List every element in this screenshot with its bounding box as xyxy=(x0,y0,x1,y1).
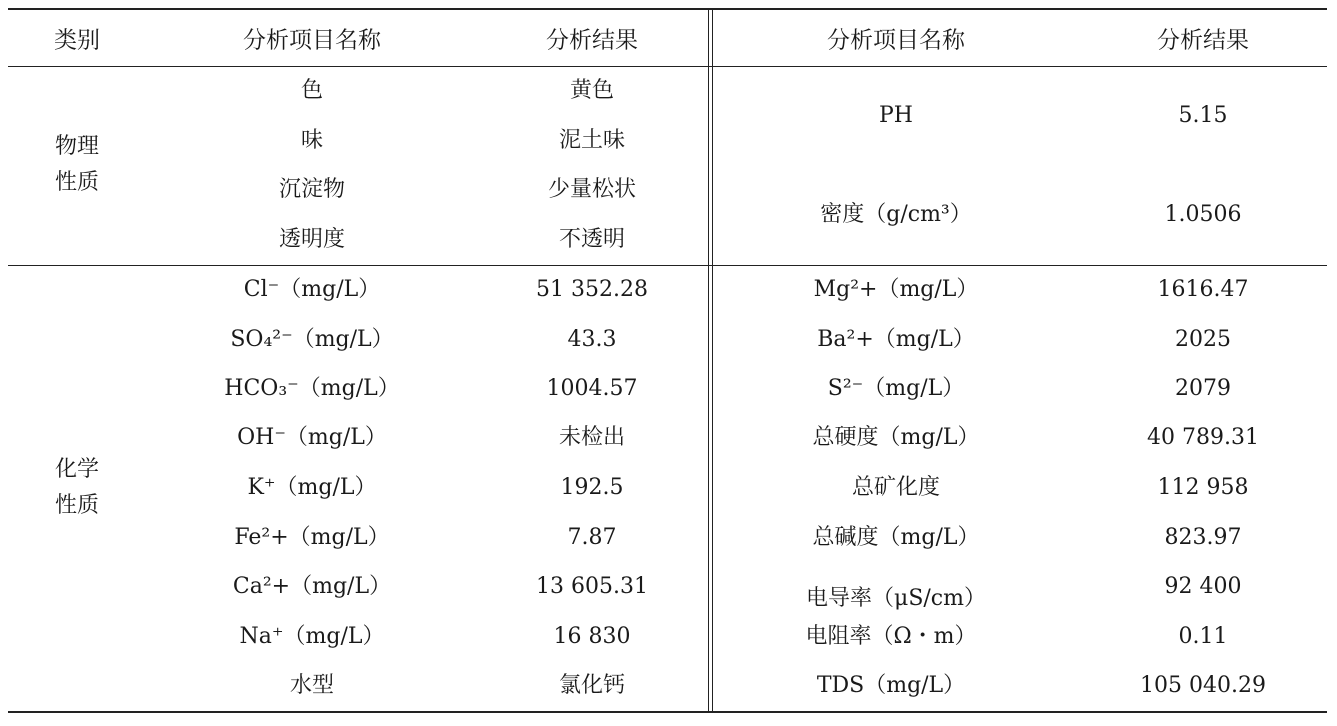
physical-item-name: 味 xyxy=(300,128,324,153)
chemical-item-value: 7.87 xyxy=(567,525,617,550)
physical-item-value: 不透明 xyxy=(558,227,626,252)
chemical-item-name: 电导率（μS/cm） xyxy=(806,586,986,611)
physical-item-value: 1.0506 xyxy=(1164,202,1242,227)
chemical-item-name: Cl⁻（mg/L） xyxy=(243,277,381,302)
chemical-item-value: 1616.47 xyxy=(1157,277,1249,302)
physical-item-name: 密度（g/cm³） xyxy=(820,202,972,227)
physical-item-name: PH xyxy=(879,103,913,128)
category-chemical xyxy=(55,452,99,524)
category-physical-line1: 物理 xyxy=(54,134,100,159)
chemical-item-name: HCO₃⁻（mg/L） xyxy=(224,376,400,401)
category-physical xyxy=(55,129,99,201)
chemical-item-name: 总碱度（mg/L） xyxy=(812,525,980,550)
chemical-item-value: 2025 xyxy=(1175,327,1231,352)
chemical-item-value: 112 958 xyxy=(1157,475,1249,500)
chemical-item-name: TDS（mg/L） xyxy=(816,673,966,698)
table-column-divider-left xyxy=(708,9,709,712)
chemical-item-name: 总矿化度 xyxy=(851,475,941,500)
physical-item-name: 透明度 xyxy=(278,227,346,252)
chemical-item-name: K⁺（mg/L） xyxy=(247,475,377,500)
table-column-divider-right xyxy=(712,9,713,712)
chemical-item-value: 823.97 xyxy=(1164,525,1242,550)
category-physical-line2: 性质 xyxy=(54,170,100,195)
chemical-item-name: Fe²+（mg/L） xyxy=(234,525,390,550)
chemical-item-value: 92 400 xyxy=(1164,574,1242,599)
chemical-item-name: Ca²+（mg/L） xyxy=(232,574,392,599)
category-chemical-line1: 化学 xyxy=(54,457,100,482)
chemical-item-value: 2079 xyxy=(1175,376,1231,401)
header-result-right: 分析结果 xyxy=(1157,27,1249,54)
physical-item-value: 5.15 xyxy=(1178,103,1228,128)
header-item-name-right: 分析项目名称 xyxy=(827,27,965,54)
chemical-item-name: 电阻率（Ω・m） xyxy=(805,624,977,649)
table-bottom-rule xyxy=(8,711,1327,713)
physical-item-value: 泥土味 xyxy=(558,128,626,153)
chemical-item-name: S²⁻（mg/L） xyxy=(827,376,965,401)
physical-item-name: 色 xyxy=(300,78,324,103)
physical-item-value: 少量松状 xyxy=(547,177,637,202)
header-item-name-left: 分析项目名称 xyxy=(243,27,381,54)
table-section-rule xyxy=(8,265,1327,266)
chemical-item-name: Mg²+（mg/L） xyxy=(813,277,979,302)
chemical-item-value: 13 605.31 xyxy=(536,574,648,599)
chemical-item-value: 未检出 xyxy=(558,425,626,450)
header-result-left: 分析结果 xyxy=(546,27,638,54)
physical-item-value: 黄色 xyxy=(569,78,615,103)
chemical-item-name: OH⁻（mg/L） xyxy=(237,425,387,450)
physical-item-name: 沉淀物 xyxy=(278,177,346,202)
chemical-item-value: 192.5 xyxy=(560,475,624,500)
chemical-item-value: 氯化钙 xyxy=(558,673,626,698)
chemical-item-value: 51 352.28 xyxy=(536,277,648,302)
chemical-item-value: 43.3 xyxy=(567,327,617,352)
chemical-item-name: Na⁺（mg/L） xyxy=(239,624,385,649)
chemical-item-name: SO₄²⁻（mg/L） xyxy=(230,327,394,352)
chemical-item-name: 水型 xyxy=(289,673,335,698)
header-category: 类别 xyxy=(54,27,100,54)
chemical-item-value: 1004.57 xyxy=(546,376,638,401)
category-chemical-line2: 性质 xyxy=(54,493,100,518)
chemical-item-value: 40 789.31 xyxy=(1147,425,1259,450)
chemical-item-value: 105 040.29 xyxy=(1140,673,1266,698)
chemical-item-name: Ba²+（mg/L） xyxy=(817,327,975,352)
chemical-item-value: 16 830 xyxy=(553,624,631,649)
table-top-rule xyxy=(8,8,1327,10)
table-header-rule xyxy=(8,66,1327,67)
chemical-item-name: 总硬度（mg/L） xyxy=(812,425,980,450)
chemical-item-value: 0.11 xyxy=(1178,624,1228,649)
